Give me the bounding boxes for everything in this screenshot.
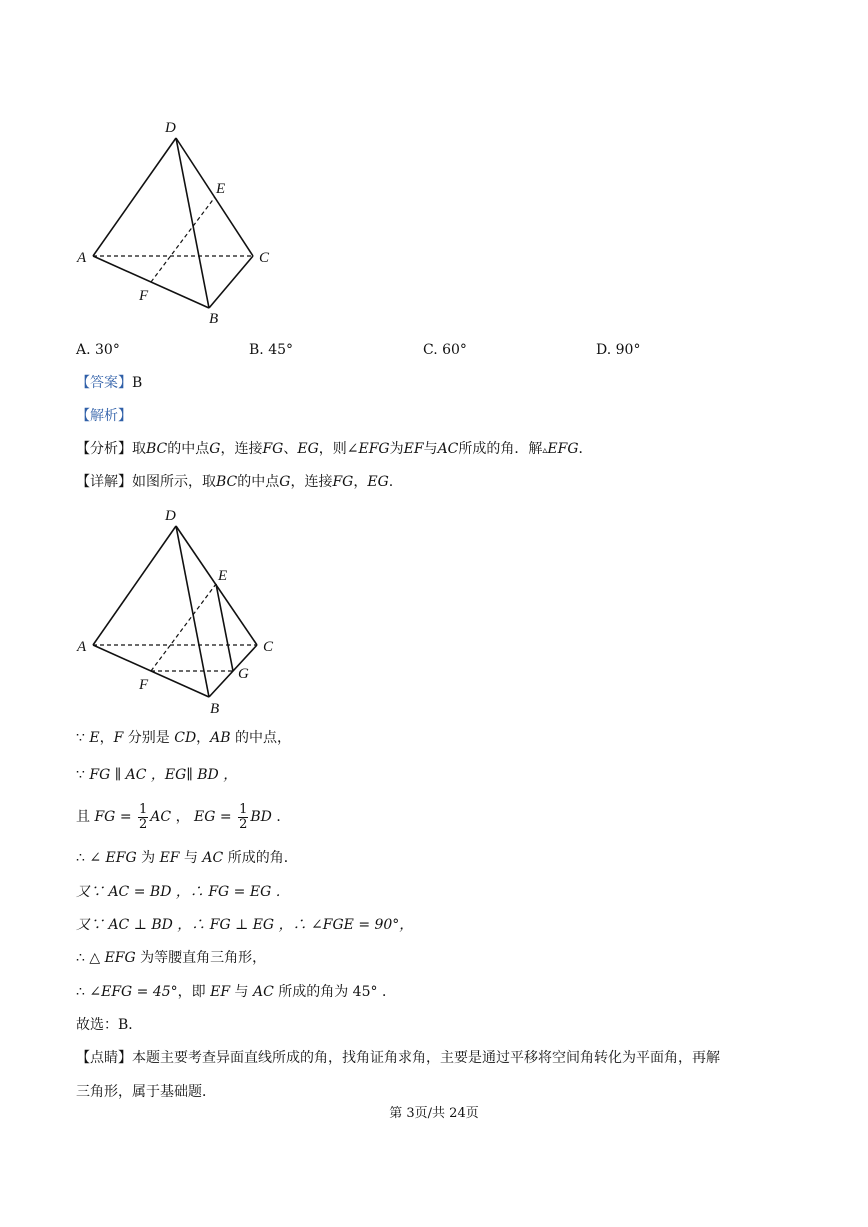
text: ∵ <box>76 730 85 746</box>
dianjing-text-1: 本题主要考查异面直线所成的角，找角证角求角，主要是通过平移将空间角转化为平面角，再解 <box>132 1050 720 1066</box>
text: ， <box>99 730 114 746</box>
segment-fe-hidden <box>151 197 215 282</box>
text: ，连接 <box>220 441 263 457</box>
var-bc: BC <box>146 441 168 457</box>
text: ． <box>578 441 593 457</box>
var-f: F <box>113 730 124 746</box>
text: = <box>119 809 132 825</box>
edge-bc <box>209 256 253 308</box>
var-bd: BD <box>250 809 272 825</box>
var-ac: AC <box>437 441 459 457</box>
label-e: E <box>216 181 226 197</box>
var-eg: EG <box>297 441 319 457</box>
answer-tag: 【答案】 <box>76 375 132 391</box>
text: = <box>219 809 232 825</box>
text: ，即 <box>177 984 206 1000</box>
var-efg: EFG <box>105 850 137 866</box>
step-7 <box>76 948 266 968</box>
text: ，连接 <box>290 474 333 490</box>
text: 的中点， <box>235 730 292 746</box>
dianjing-line-2: 三角形，属于基础题． <box>76 1084 216 1100</box>
text: ． <box>276 809 291 825</box>
edge-da <box>93 138 176 256</box>
var-ef: EF <box>159 850 180 866</box>
step-5: 又∵ AC = BD ，∴ FG = EG ． <box>76 884 290 900</box>
var-eg: EG <box>367 474 389 490</box>
label-e: E <box>218 568 228 584</box>
page-footer: 第 3页/共 24页 <box>389 1106 479 1121</box>
var-ac: AC <box>150 809 172 825</box>
text: 所成的角为 45° ． <box>278 984 396 1000</box>
text: ∴ ∠ <box>76 850 102 866</box>
text: 与 <box>234 984 249 1000</box>
text: ∴ ∠ <box>76 984 102 1000</box>
option-a: A. 30° <box>76 342 120 358</box>
fraction-half <box>138 803 148 832</box>
var-e: E <box>89 730 100 746</box>
var-ef: EF <box>210 984 231 1000</box>
var-ac: AC <box>202 850 224 866</box>
var-g: G <box>279 474 291 490</box>
fenxi-tag: 【分析】 <box>76 441 132 457</box>
var-fg: FG <box>262 441 284 457</box>
option-d: D. 90° <box>596 342 641 358</box>
var-bc: BC <box>216 474 238 490</box>
text: 为 <box>141 850 156 866</box>
triangle-symbol: ▵ <box>542 445 548 456</box>
label-f: F <box>139 288 149 304</box>
text: ， <box>196 730 211 746</box>
text: ， <box>353 474 368 490</box>
xiangjie-tag: 【详解】 <box>76 474 132 490</box>
analysis-tag: 【解析】 <box>76 408 132 424</box>
text: ， <box>175 809 190 825</box>
var-g: G <box>209 441 221 457</box>
tetrahedron-figure-2 <box>70 500 300 720</box>
math-expr: EFG = 45° <box>101 984 178 1000</box>
text: 所成的角．解 <box>458 441 543 457</box>
denominator: 2 <box>239 816 248 832</box>
step-4 <box>76 848 298 868</box>
var-eg: EG <box>194 809 216 825</box>
text: 与 <box>423 441 438 457</box>
option-b: B. 45° <box>249 342 294 358</box>
label-f: F <box>139 677 149 693</box>
xiangjie-line <box>76 472 393 492</box>
answer-value: B <box>132 375 143 391</box>
text: ∵ <box>76 767 85 783</box>
var-fg: FG <box>332 474 354 490</box>
var-efg-2: EFG <box>547 441 579 457</box>
label-g: G <box>238 666 249 682</box>
label-a: A <box>77 250 87 266</box>
label-c: C <box>259 250 270 266</box>
label-d: D <box>165 508 176 524</box>
var-ac: AC <box>252 984 274 1000</box>
text: . <box>388 474 394 490</box>
step-8 <box>76 982 396 1002</box>
tetrahedron-figure-1 <box>70 110 300 330</box>
denominator: 2 <box>139 816 148 832</box>
var-ab: AB <box>210 730 231 746</box>
text: 如图所示，取 <box>132 474 216 490</box>
text: 且 <box>76 809 90 825</box>
dianjing-tag: 【点睛】 <box>76 1050 132 1066</box>
label-d: D <box>165 120 176 136</box>
label-a: A <box>77 639 87 655</box>
text: 、 <box>283 441 298 457</box>
text: 分别是 <box>127 730 170 746</box>
answer-line <box>76 373 142 393</box>
text: 所成的角． <box>227 850 298 866</box>
label-b: B <box>209 311 219 327</box>
var-efg: EFG <box>104 950 136 966</box>
label-b: B <box>210 701 220 717</box>
fraction-half <box>238 803 248 832</box>
var-fg: FG <box>94 809 116 825</box>
text: ∴ △ <box>76 950 101 966</box>
dianjing-line-1 <box>76 1048 720 1068</box>
var-ef: EF <box>403 441 424 457</box>
step-6: 又∵ AC ⊥ BD ，∴ FG ⊥ EG ，∴ ∠FGE = 90°， <box>76 917 414 933</box>
var-efg: EFG <box>358 441 390 457</box>
text: 取 <box>132 441 146 457</box>
text: 的中点 <box>237 474 280 490</box>
numerator: 1 <box>139 801 148 817</box>
label-c: C <box>263 639 274 655</box>
text: 为等腰直角三角形， <box>140 950 267 966</box>
fenxi-line <box>76 439 593 461</box>
step-3 <box>76 800 290 834</box>
text: 与 <box>183 850 198 866</box>
text: ，则∠ <box>318 441 359 457</box>
numerator: 1 <box>239 801 248 817</box>
option-c: C. 60° <box>423 342 467 358</box>
text: 的中点 <box>167 441 210 457</box>
math-expr: FG ∥ AC ，EG∥ BD ， <box>89 767 238 783</box>
text: 为 <box>389 441 404 457</box>
step-2 <box>76 765 237 785</box>
var-cd: CD <box>174 730 197 746</box>
step-1 <box>76 728 291 748</box>
conclusion: 故选：B． <box>76 1017 143 1033</box>
segment-fe-hidden <box>151 584 216 671</box>
edge-da <box>93 526 176 645</box>
